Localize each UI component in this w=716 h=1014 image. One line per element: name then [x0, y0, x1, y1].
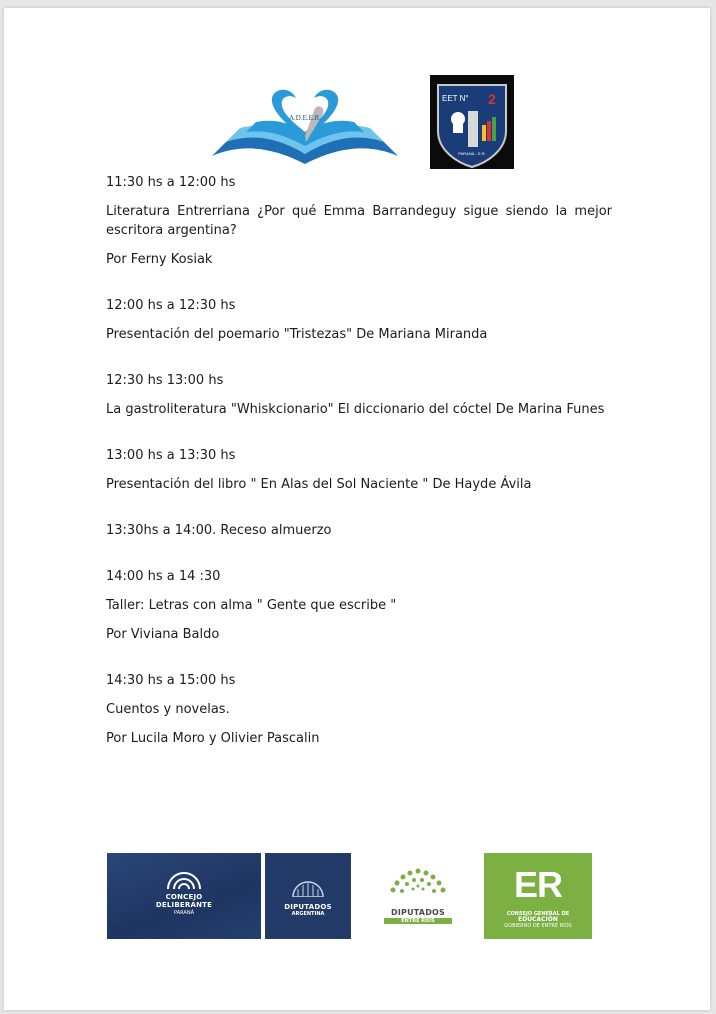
eet-logo	[430, 75, 514, 169]
er-line1: CONSEJO GENERAL DE	[506, 911, 570, 917]
schedule-item	[106, 296, 612, 344]
schedule-time: 14:30 hs a 15:00 hs	[106, 673, 236, 688]
diputados-er-dots-icon	[383, 867, 453, 905]
schedule-author: Por Ferny Kosiak	[106, 252, 213, 267]
schedule-title: Presentación del poemario "Tristezas" De Mariana Miranda	[106, 327, 488, 342]
diputados-er-line2: ENTRE RÍOS	[384, 918, 452, 924]
diputados-ar-line2: ARGENTINA	[291, 911, 325, 917]
schedule-item	[106, 567, 612, 644]
schedule-title: Presentación del libro " En Alas del Sol Naciente " De Hayde Ávila	[106, 477, 532, 492]
er-line2: EDUCACIÓN	[518, 916, 558, 923]
eet-logo-footer: PARANÁ - E.R.	[458, 151, 486, 156]
diputados-er-line1: DIPUTADOS	[390, 908, 445, 917]
schedule-time: 12:00 hs a 12:30 hs	[106, 298, 236, 313]
schedule-title: Cuentos y novelas.	[106, 702, 230, 717]
schedule-title: Taller: Letras con alma " Gente que escribe "	[106, 598, 397, 613]
diputados-entre-rios-logo	[376, 853, 460, 939]
concejo-deliberante-logo	[107, 853, 261, 939]
diputados-dome-icon	[291, 879, 325, 897]
eet-logo-label: EET N°	[442, 94, 469, 103]
schedule-time: 13:00 hs a 13:30 hs	[106, 448, 236, 463]
adeer-logo-text: A.D.E.E.R.	[288, 114, 322, 122]
schedule-time: 14:00 hs a 14 :30	[106, 569, 221, 584]
eet-shield-icon	[430, 75, 514, 169]
schedule-time: 11:30 hs a 12:00 hs	[106, 175, 236, 190]
diputados-ar-line1: DIPUTADOS	[284, 903, 332, 911]
schedule-author: Por Lucila Moro y Olivier Pascalin	[106, 731, 320, 746]
concejo-line1: CONCEJO	[165, 893, 203, 901]
consejo-educacion-logo	[484, 853, 592, 939]
schedule-item	[106, 446, 612, 494]
schedule-title: Literatura Entrerriana ¿Por qué Emma Barrandeguy sigue siendo la mejor escritora argentina?	[106, 204, 612, 238]
diputados-argentina-logo	[265, 853, 351, 939]
schedule-title: La gastroliteratura "Whiskcionario" El diccionario del cóctel De Marina Funes	[106, 402, 605, 417]
document-page	[4, 8, 710, 1010]
concejo-line3: PARANÁ	[174, 910, 194, 916]
concejo-line2: DELIBERANTE	[155, 901, 213, 909]
schedule-item	[106, 671, 612, 748]
schedule	[106, 173, 612, 775]
sponsor-logos	[4, 853, 710, 943]
er-line3: GOBIERNO DE ENTRE RÍOS	[504, 923, 572, 929]
schedule-item	[106, 371, 612, 419]
adeer-logo	[210, 86, 400, 168]
schedule-author: Por Viviana Baldo	[106, 627, 220, 642]
schedule-item	[106, 521, 612, 540]
eet-logo-number: 2	[488, 91, 496, 107]
concejo-dome-icon	[164, 869, 204, 889]
schedule-time: 13:30hs a 14:00. Receso almuerzo	[106, 523, 332, 538]
schedule-time: 12:30 hs 13:00 hs	[106, 373, 224, 388]
schedule-item	[106, 173, 612, 269]
er-mark: ER	[513, 864, 562, 905]
